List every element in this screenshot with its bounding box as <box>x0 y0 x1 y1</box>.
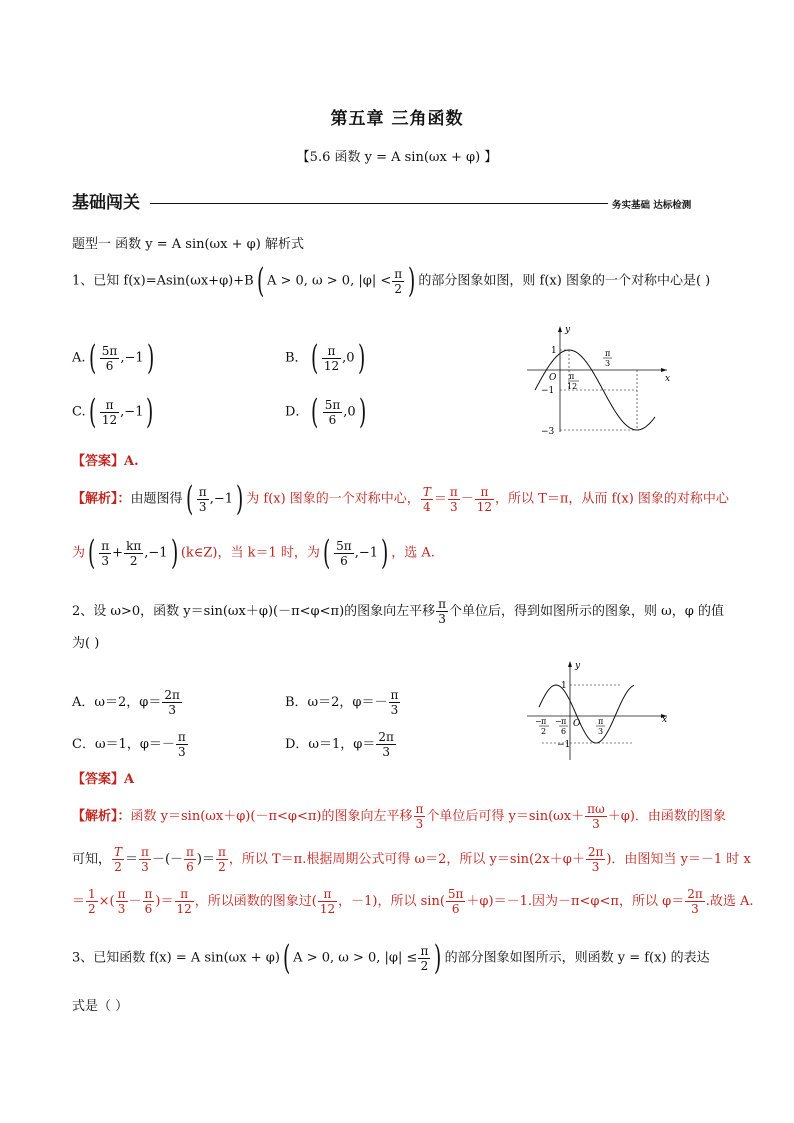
q2-option-d: D．ω＝1，φ＝ $\frac{2\pi}{3}$ <box>285 730 394 759</box>
q1-stem-b: 的部分图象如图，则 f(x) 图象的一个对称中心是( ) <box>418 273 711 289</box>
q1-condition: A > 0, ω > 0, |φ| < <box>266 273 392 289</box>
q1-answer: 【答案】A. <box>72 454 139 469</box>
page-subtitle: 【5.6 函数 y = A sin(ωx + φ) 】 <box>296 150 498 165</box>
q1-explanation-line2: 为( $\frac{\pi}{3}$ + $\frac{k\pi}{2}$ ,−1) (k∈Z)，当 k＝1 时，为( $\frac{5\pi}{6}$ ,−1) ，选 A. <box>72 533 435 573</box>
q1-x-label: x <box>665 374 671 384</box>
section-label: 基础闯关 <box>72 193 140 213</box>
svg-text:2: 2 <box>541 727 547 736</box>
q1-stem-a: 1、已知 f(x)=Asin(ωx+φ)+B <box>72 273 254 289</box>
q1-y-label: y <box>565 325 571 335</box>
q2-graph <box>527 657 677 762</box>
q1-explanation-line1: 【解析】：由题图得( $\frac{\pi}{3}$ ,−1) 为 f(x) 图象的一个对称中心， $\frac{T}{4}$ ＝ $\frac{\pi}{3}$ － $\frac{\pi}{12}$ ，所以 T＝π，从而 f(x) 图象的对称中心 <box>72 479 729 519</box>
q1-option-a: A.( $\frac{5\pi}{6}$ ,−1) <box>72 338 154 378</box>
svg-text:π: π <box>598 717 604 726</box>
svg-text:1: 1 <box>561 681 567 691</box>
svg-text:3: 3 <box>598 727 604 736</box>
q2-explanation-line2: 可知， $\frac{T}{2}$ ＝ $\frac{\pi}{3}$ －(－ $\frac{\pi}{6}$ )＝ $\frac{\pi}{2}$ ，所以 T＝π.根据周期公式可得 ω＝2，所以 y＝sin(2x＋φ＋ $\frac{2\pi}{3}$ )．由图知当 y＝－1 时 x <box>72 845 751 874</box>
q2-sine-curve <box>539 685 634 743</box>
q2-stem-line2: 为( ) <box>72 636 100 651</box>
q1-tick-m1: −1 <box>541 386 555 396</box>
q1-option-b: B．( $\frac{\pi}{12}$ ,0) <box>285 338 365 378</box>
q3-stem-line2: 式是（ ） <box>72 999 129 1014</box>
q2-explanation-line1: 【解析】：函数 y＝sin(ωx＋φ)(－π<φ<π)的图象向左平移 $\frac{\pi}{3}$ 个单位后可得 y＝sin(ωx＋ $\frac{\pi\omega}{3}$ ＋φ)．由函数的图象 <box>72 802 726 831</box>
svg-text:12: 12 <box>567 382 578 391</box>
q1-tick-1: 1 <box>551 346 557 356</box>
q3-stem-line1: 3、已知函数 f(x) = A sin(ωx + φ)( A > 0, ω > 0, |φ| ≤ $\frac{\pi}{2}$ ) 的部分图象如图所示，则函数 y = f(x) 的表达 <box>72 938 710 978</box>
svg-text:π: π <box>561 717 567 726</box>
svg-text:6: 6 <box>561 727 567 736</box>
q1-graph <box>527 322 677 437</box>
page-title: 第五章 三角函数 <box>330 109 464 129</box>
q2-answer: 【答案】A <box>72 772 135 787</box>
q1-x-tick-pi3: π <box>605 349 611 358</box>
svg-text:x: x <box>662 715 668 725</box>
q2-explanation-line3: ＝ $\frac{1}{2}$ ×( $\frac{\pi}{3}$ － $\frac{\pi}{6}$ )＝ $\frac{\pi}{12}$ ，所以函数的图象过( $\frac{\pi}{12}$ ，－1)，所以 sin( $\frac{5\pi}{6}$ ＋φ)＝－1.因为－π<φ<π，所以 φ＝ $\frac{2\pi}{3}$ .故选 A. <box>72 887 754 916</box>
svg-text:π: π <box>541 717 547 726</box>
question-type-heading: 题型一 函数 y = A sin(ωx + φ) 解析式 <box>72 237 304 252</box>
q2-option-c: C．ω＝1，φ＝－ $\frac{\pi}{3}$ <box>72 730 186 759</box>
q1-x-tick-pi12: π <box>569 372 575 381</box>
svg-text:y: y <box>575 661 581 671</box>
svg-text:−1: −1 <box>557 740 571 750</box>
q1-option-d: D．( $\frac{5\pi}{6}$ ,0) <box>285 392 366 432</box>
q2-stem-line1: 2、设 ω>0，函数 y＝sin(ωx＋φ)(－π<φ<π)的图象向左平移 $\frac{\pi}{3}$ 个单位后，得到如图所示的图象，则 ω，φ 的值 <box>72 597 725 626</box>
svg-text:O: O <box>573 719 581 729</box>
section-divider <box>150 203 608 204</box>
q1-stem: 1、已知 f(x)=Asin(ωx+φ)+B( A > 0, ω > 0, |φ| < $\frac{\pi}{2}$ ) 的部分图象如图，则 f(x) 图象的一个对称中心是( ) <box>72 261 711 301</box>
q2-option-b: B．ω＝2，φ＝－ $\frac{\pi}{3}$ <box>285 688 399 717</box>
q1-option-c: C.( $\frac{\pi}{12}$ ,−1) <box>72 392 154 432</box>
svg-text:−: − <box>535 717 542 726</box>
q1-origin: O <box>549 373 557 383</box>
section-right-label: 务实基础 达标检测 <box>612 200 692 211</box>
svg-text:−: − <box>555 717 562 726</box>
q1-tick-m3: −3 <box>541 427 555 437</box>
q2-option-a: A．ω＝2，φ＝ $\frac{2\pi}{3}$ <box>72 688 180 717</box>
svg-text:3: 3 <box>605 359 611 368</box>
